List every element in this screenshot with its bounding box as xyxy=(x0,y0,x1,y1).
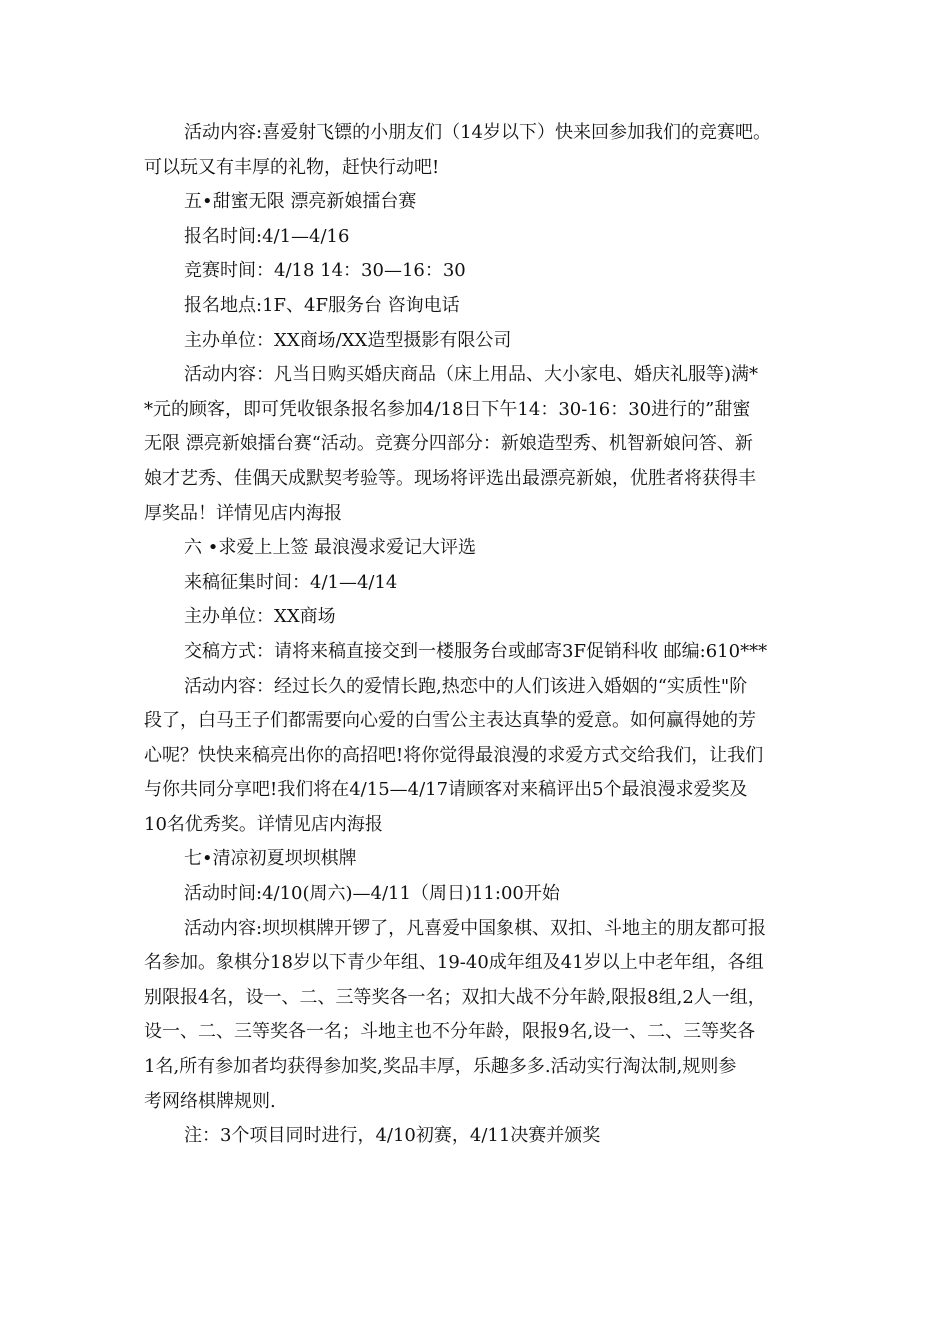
text-line: 活动内容：凡当日购买婚庆商品（床上用品、大小家电、婚庆礼服等)满* xyxy=(184,364,759,386)
text-line: 段了，白马王子们都需要向心爱的白雪公主表达真挚的爱意。如何赢得她的芳 xyxy=(144,710,756,732)
text-line: 七•清凉初夏坝坝棋牌 xyxy=(184,848,357,870)
text-line: 注：3个项目同时进行，4/10初赛，4/11决赛并颁奖 xyxy=(184,1125,601,1147)
text-line: 名参加。象棋分18岁以下青少年组、19-40成年组及41岁以上中老年组，各组 xyxy=(144,952,764,974)
text-line: 无限 漂亮新娘擂台赛“活动。竞赛分四部分：新娘造型秀、机智新娘问答、新 xyxy=(144,433,753,455)
text-line: 心呢？快快来稿亮出你的高招吧!将你觉得最浪漫的求爱方式交给我们，让我们 xyxy=(144,744,764,766)
text-line: *元的顾客，即可凭收银条报名参加4/18日下午14：30-16：30进行的”甜蜜 xyxy=(144,398,751,420)
text-line: 六 •求爱上上签 最浪漫求爱记大评选 xyxy=(184,537,477,559)
text-line: 厚奖品！详情见店内海报 xyxy=(144,502,342,524)
text-line: 可以玩又有丰厚的礼物，赶快行动吧! xyxy=(144,156,440,178)
document-body xyxy=(144,116,824,1154)
text-line: 考网络棋牌规则. xyxy=(144,1090,276,1112)
text-line: 主办单位：XX商场 xyxy=(184,606,336,628)
text-line: 10名优秀奖。详情见店内海报 xyxy=(144,813,383,835)
text-line: 活动内容:坝坝棋牌开锣了，凡喜爱中国象棋、双扣、斗地主的朋友都可报 xyxy=(184,917,767,939)
text-line: 活动时间:4/10(周六)—4/11（周日)11:00开始 xyxy=(184,883,560,905)
text-line: 报名地点:1F、4F服务台 咨询电话 xyxy=(184,294,460,316)
text-line: 设一、二、三等奖各一名；斗地主也不分年龄，限报9名,设一、二、三等奖各 xyxy=(144,1021,756,1043)
text-line: 娘才艺秀、佳偶天成默契考验等。现场将评选出最漂亮新娘，优胜者将获得丰 xyxy=(144,467,756,489)
text-line: 活动内容：经过长久的爱情长跑,热恋中的人们该进入婚姻的“实质性"阶 xyxy=(184,675,748,697)
text-line: 别限报4名，设一、二、三等奖各一名；双扣大战不分年龄,限报8组,2人一组， xyxy=(144,986,766,1008)
text-line: 来稿征集时间：4/1—4/14 xyxy=(184,571,398,593)
text-line: 与你共同分享吧!我们将在4/15—4/17请顾客对来稿评出5个最浪漫求爱奖及 xyxy=(144,779,748,801)
text-line: 1名,所有参加者均获得参加奖,奖品丰厚，乐趣多多.活动实行淘汰制,规则参 xyxy=(144,1056,737,1078)
text-line: 主办单位：XX商场/XX造型摄影有限公司 xyxy=(184,329,512,351)
text-line: 竞赛时间：4/18 14：30—16：30 xyxy=(184,260,466,282)
text-line: 报名时间:4/1—4/16 xyxy=(184,225,350,247)
text-line: 五•甜蜜无限 漂亮新娘擂台赛 xyxy=(184,191,417,213)
text-line: 活动内容:喜爱射飞镖的小朋友们（14岁以下）快来回参加我们的竞赛吧。 xyxy=(184,122,771,143)
text-line: 交稿方式：请将来稿直接交到一楼服务台或邮寄3F促销科收 邮编:610*** xyxy=(184,640,768,662)
